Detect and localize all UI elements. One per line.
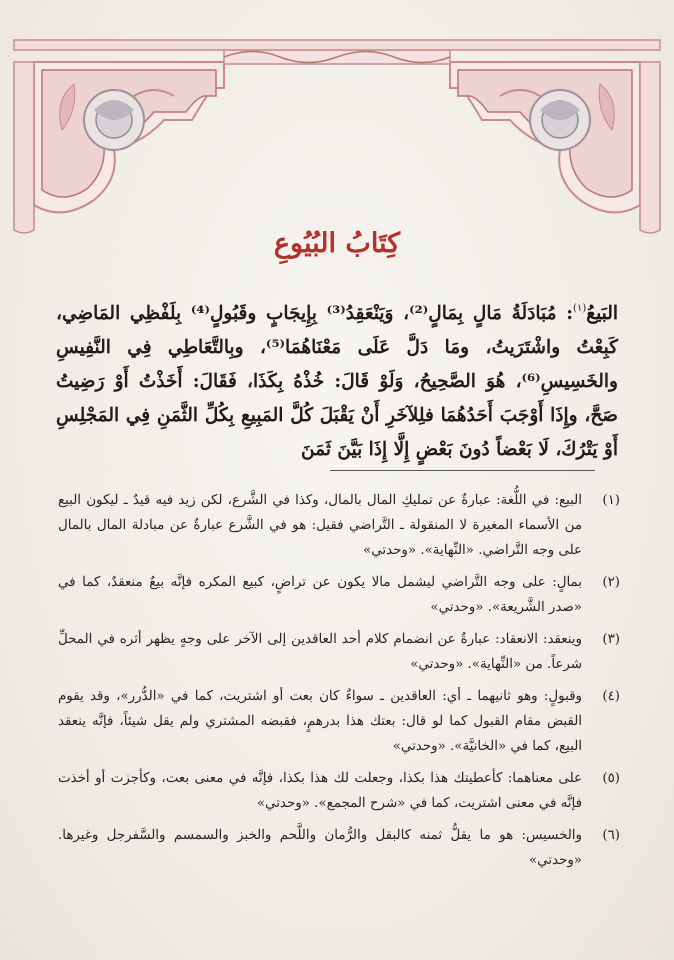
main-paragraph — [56, 292, 618, 467]
ornament-left-corner — [14, 62, 224, 233]
footnote-text: والخسيس: هو ما يقلُّ ثمنه كالبقل والرُّمان واللَّحم والخبز والسمسم والسَّفرجل وغيرها. «وحدتي» — [58, 828, 582, 868]
footnote-item — [58, 684, 620, 759]
chapter-title: كِتَابُ البُيُوعِ — [273, 228, 401, 259]
footnote-number: (٤) — [602, 689, 620, 704]
footnote-item — [58, 823, 620, 873]
footnote-number: (١) — [602, 493, 620, 508]
footnote-number: (٢) — [602, 575, 620, 590]
ornament-right-corner — [450, 62, 660, 233]
footnote-text: البيع: في اللُّغة: عبارةٌ عن تمليكِ المال بالمال، وكذا في الشَّرع، لكن زيد فيه قيدٌ ـ ليكون البيع من الأسماء المغيرة لا المنقولة ـ التَّراضي فقيل: هو في الشَّرع عبارةٌ عن مبادلة المال بالمال على وجه التَّراضي. «النِّهاية». «وحدتي» — [58, 493, 582, 558]
footnote-divider — [330, 470, 595, 471]
footnote-text: وينعقد: الانعقاد: عبارةٌ عن انضمام كلام أحد العاقدين إلى الآخر على وجهٍ يظهر أثره في المحلِّ شرعاً. من «النِّهاية». «وحدتي» — [58, 632, 582, 672]
footnote-item — [58, 570, 620, 620]
footnote-number: (٦) — [602, 828, 620, 843]
footnote-number: (٥) — [602, 771, 620, 786]
footnote-text: على معناهما: كأعطيتك هذا بكذا، وجعلت لك هذا بكذا، فإنَّه في معنى بعت، وكأجزت أو أخذت فإنَّه في معنى اشتريت، كما في «شرح المجمع». «وحدتي» — [58, 771, 582, 811]
main-text — [56, 292, 618, 467]
footnote-item — [58, 766, 620, 816]
footnotes — [58, 488, 620, 880]
footnote-item — [58, 627, 620, 677]
footnote-text: وقبولٍ: وهو ثانيهما ـ أي: العاقدين ـ سواءٌ كان بعت أو اشتريت، كما في «الدُّرر»، وقد يقوم القبض مقام القبول كما لو قال: بعتك هذا بدرهمٍ، فقبضه المشتري ولم يقل شيئاً، فإنَّه ينعقد البيع، كما في «الخانيَّة». «وحدتي» — [58, 689, 582, 754]
ornament-top-band — [14, 40, 660, 64]
footnote-text: بمالٍ: على وجه التَّراضي ليشمل مالا يكون عن تراضٍ، كبيع المكره فإنَّه بيعٌ منعقدٌ، كما في «صدر الشَّريعة». «وحدتي» — [58, 575, 582, 615]
footnote-item — [58, 488, 620, 563]
main-body: : مُبَادَلَةُ مَالٍ بِمَالٍ⁽²⁾، وَيَنْعَقِدُ⁽³⁾ بِإِيجَابٍ وقَبُولٍ⁽⁴⁾ بِلَفْظِي المَاضِي، كَبِعْتُ واشْتَرَيتُ، ومَا دَلَّ عَلَى مَعْنَاهُمَا⁽⁵⁾، وبِالتَّعَاطِي فِي النَّفِيسِ والخَسِيسِ⁽⁶⁾، هُوَ الصَّحِيحُ، وَلَوْ قَالَ: خُذْهُ بِكَذَا، فَقَالَ: أَخَذْتُ أَوْ رَضِيتُ صَحَّ، وإِذَا أَوْجَبَ أَحَدُهُمَا فلِلآخَرِ أَنْ يَقْبَلَ كُلَّ المَبِيعِ بِكُلِّ الثَّمَنِ فِي المَجْلِسِ أَوْ يَتْرُكَ، لَا بَعْضاً دُونَ بَعْضٍ إِلَّا إِذَا بَيَّنَ ثَمَنَ — [56, 303, 618, 460]
footnote-number: (٣) — [602, 632, 620, 647]
lead-word: البَيعُ — [586, 303, 619, 324]
footnote-ref: (١) — [573, 303, 587, 314]
ornamental-header-frame — [0, 0, 674, 250]
